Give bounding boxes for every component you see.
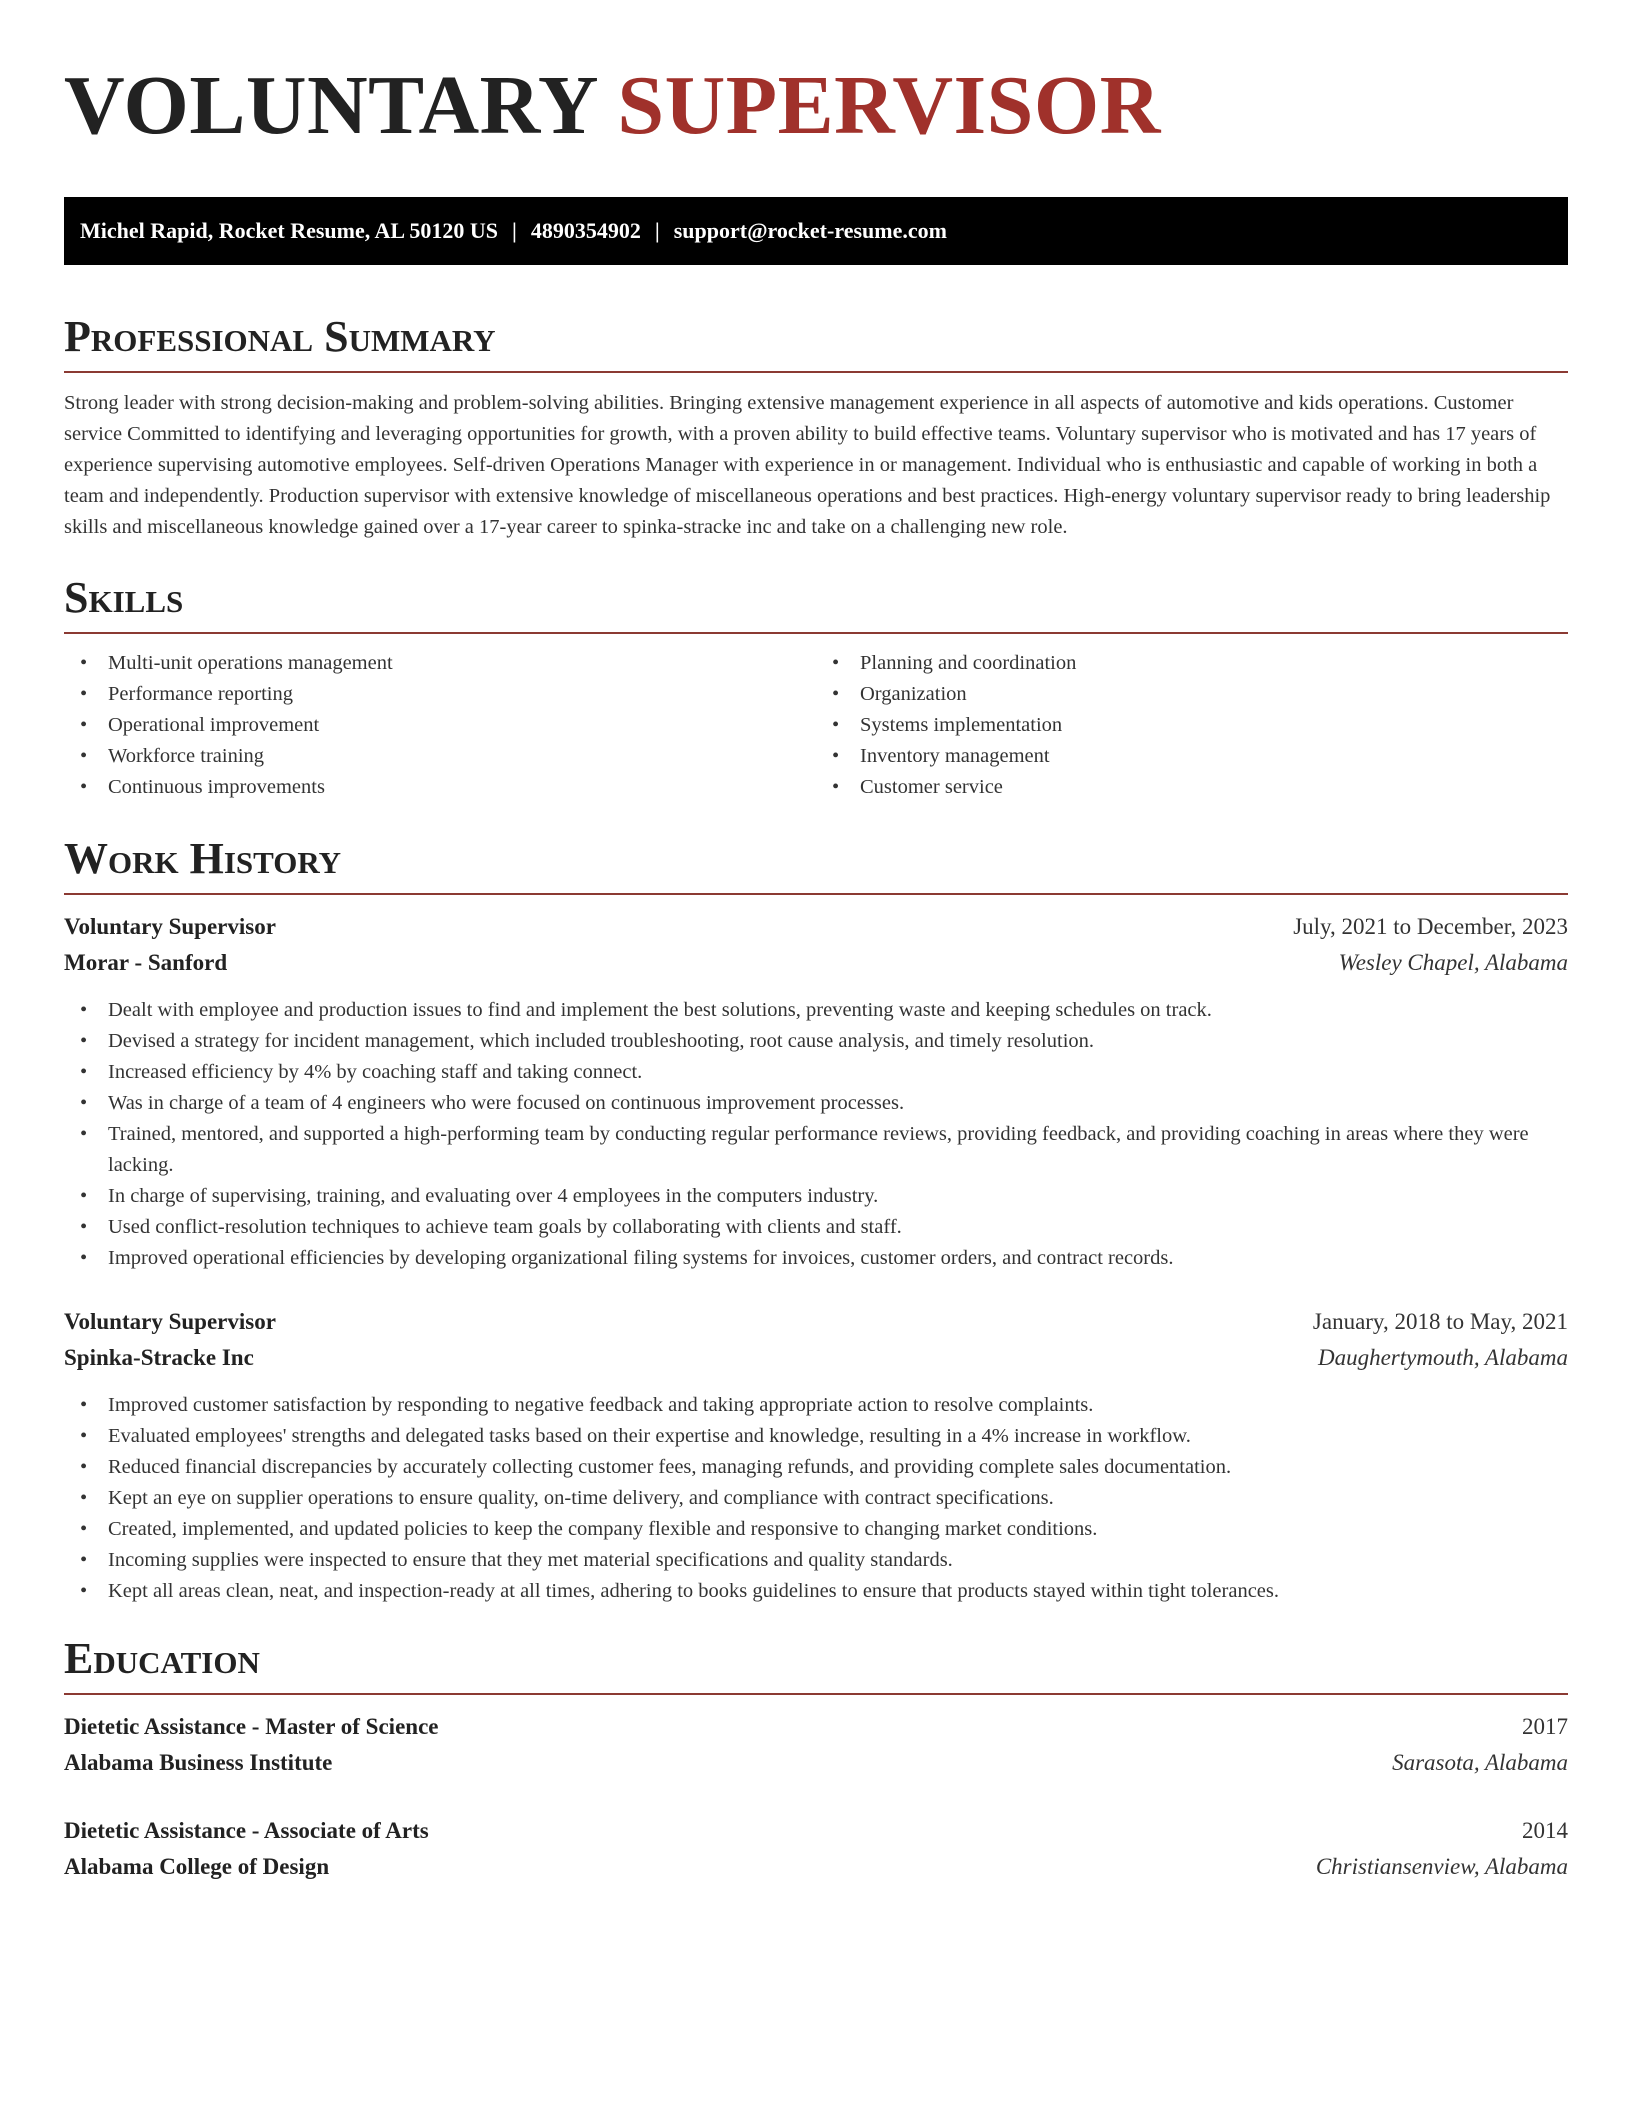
skill-item: • Systems implementation	[816, 710, 1568, 741]
job-bullet: • Reduced financial discrepancies by accurately collecting customer fees, managing refunds, and providing complete sales documentation.	[64, 1452, 1568, 1483]
education-year: 2017	[1522, 1714, 1568, 1739]
job-bullets	[64, 1390, 1568, 1607]
skills-list-left	[64, 648, 816, 803]
job-location: Daughertymouth, Alabama	[1317, 1345, 1568, 1370]
job-bullet: • Kept an eye on supplier operations to ensure quality, on-time delivery, and compliance with contract specifications.	[64, 1483, 1568, 1514]
section-title-work-history: Work History	[64, 834, 342, 883]
section-divider	[64, 632, 1568, 634]
job-bullet: • Incoming supplies were inspected to ensure that they met material specifications and quality standards.	[64, 1545, 1568, 1576]
section-divider	[64, 893, 1568, 895]
contact-phone: 4890354902	[530, 218, 641, 243]
education-location: Sarasota, Alabama	[1392, 1750, 1568, 1775]
job-bullet: • Evaluated employees' strengths and delegated tasks based on their expertise and knowledge, resulting in a 4% increase in workflow.	[64, 1421, 1568, 1452]
job-bullet: • Improved operational efficiencies by developing organizational filing systems for invoices, customer orders, and contract records.	[64, 1243, 1568, 1274]
education-school: Alabama Business Institute	[64, 1750, 333, 1775]
skill-item: • Planning and coordination	[816, 648, 1568, 679]
skills-grid	[64, 648, 1568, 803]
section-title-summary: Professional Summary	[64, 312, 496, 361]
job-bullet: • Created, implemented, and updated policies to keep the company flexible and responsive to changing market conditions.	[64, 1514, 1568, 1545]
education-entry	[64, 1813, 1568, 1885]
job-company: Morar - Sanford	[64, 950, 228, 975]
job-location: Wesley Chapel, Alabama	[1338, 950, 1568, 975]
education-degree: Dietetic Assistance - Master of Science	[64, 1714, 439, 1739]
candidate-name	[64, 0, 1568, 156]
summary-text: Strong leader with strong decision-making and problem-solving abilities. Bringing extensive management experience in all aspects of automotive and kids operations. Customer service Committed to identifying and leveraging opportunities for growth, with a proven ability to build effective teams. Voluntary supervisor who is motivated and has 17 years of experience supervising automotive employees. Self-driven Operations Manager with experience in or management. Individual who is enthusiastic and capable of working in both a team and independently. Production supervisor with extensive knowledge of miscellaneous operations and best practices. High-energy voluntary supervisor ready to bring leadership skills and miscellaneous knowledge gained over a 17-year career to spinka-stracke inc and take on a challenging new role.	[64, 392, 1551, 538]
section-title-education: Education	[64, 1634, 260, 1683]
job-bullet: • Trained, mentored, and supported a high-performing team by conducting regular performance reviews, providing feedback, and providing coaching in areas where they were lacking.	[64, 1119, 1568, 1181]
skill-item: • Organization	[816, 679, 1568, 710]
job-bullet: • Improved customer satisfaction by responding to negative feedback and taking appropriate action to resolve complaints.	[64, 1390, 1568, 1421]
contact-address: Michel Rapid, Rocket Resume, AL 50120 US	[80, 218, 498, 243]
skill-item: • Workforce training	[64, 741, 816, 772]
skills-list-right	[816, 648, 1568, 803]
education-school: Alabama College of Design	[64, 1854, 330, 1879]
section-divider	[64, 1693, 1568, 1695]
job-bullets	[64, 995, 1568, 1274]
skill-item: • Operational improvement	[64, 710, 816, 741]
job-entry	[64, 1304, 1568, 1607]
section-title-skills: Skills	[64, 573, 184, 622]
education-location: Christiansenview, Alabama	[1315, 1854, 1568, 1879]
skill-item: • Multi-unit operations management	[64, 648, 816, 679]
job-bullet: • Kept all areas clean, neat, and inspection-ready at all times, adhering to books guidelines to ensure that products stayed within tight tolerances.	[64, 1576, 1568, 1607]
summary-section	[64, 309, 1568, 543]
section-divider	[64, 371, 1568, 373]
contact-separator: |	[512, 218, 517, 243]
first-name: VOLUNTARY	[64, 59, 596, 152]
job-entry	[64, 909, 1568, 1274]
job-bullet: • Was in charge of a team of 4 engineers who were focused on continuous improvement processes.	[64, 1088, 1568, 1119]
contact-email: support@rocket-resume.com	[673, 218, 947, 243]
job-bullet: • Dealt with employee and production issues to find and implement the best solutions, preventing waste and keeping schedules on track.	[64, 995, 1568, 1026]
contact-bar	[64, 197, 1568, 265]
education-year: 2014	[1522, 1818, 1568, 1843]
job-title: Voluntary Supervisor	[64, 1309, 276, 1334]
job-bullet: • Devised a strategy for incident management, which included troubleshooting, root cause analysis, and timely resolution.	[64, 1026, 1568, 1057]
job-bullet: • Used conflict-resolution techniques to achieve team goals by collaborating with clients and staff.	[64, 1212, 1568, 1243]
contact-separator: |	[654, 218, 660, 243]
skill-item: • Performance reporting	[64, 679, 816, 710]
education-degree: Dietetic Assistance - Associate of Arts	[64, 1818, 429, 1843]
job-dates: January, 2018 to May, 2021	[1312, 1309, 1568, 1334]
skill-item: • Continuous improvements	[64, 772, 816, 803]
work-history-section	[64, 831, 1568, 1607]
education-section	[64, 1631, 1568, 1885]
job-bullet: • Increased efficiency by 4% by coaching staff and taking connect.	[64, 1057, 1568, 1088]
job-dates: July, 2021 to December, 2023	[1293, 914, 1568, 939]
skills-section	[64, 570, 1568, 803]
job-company: Spinka-Stracke Inc	[64, 1345, 254, 1370]
job-bullet: • In charge of supervising, training, and evaluating over 4 employees in the computers industry.	[64, 1181, 1568, 1212]
job-title: Voluntary Supervisor	[64, 914, 276, 939]
last-name: SUPERVISOR	[617, 59, 1161, 152]
education-entry	[64, 1709, 1568, 1781]
skill-item: • Customer service	[816, 772, 1568, 803]
skill-item: • Inventory management	[816, 741, 1568, 772]
